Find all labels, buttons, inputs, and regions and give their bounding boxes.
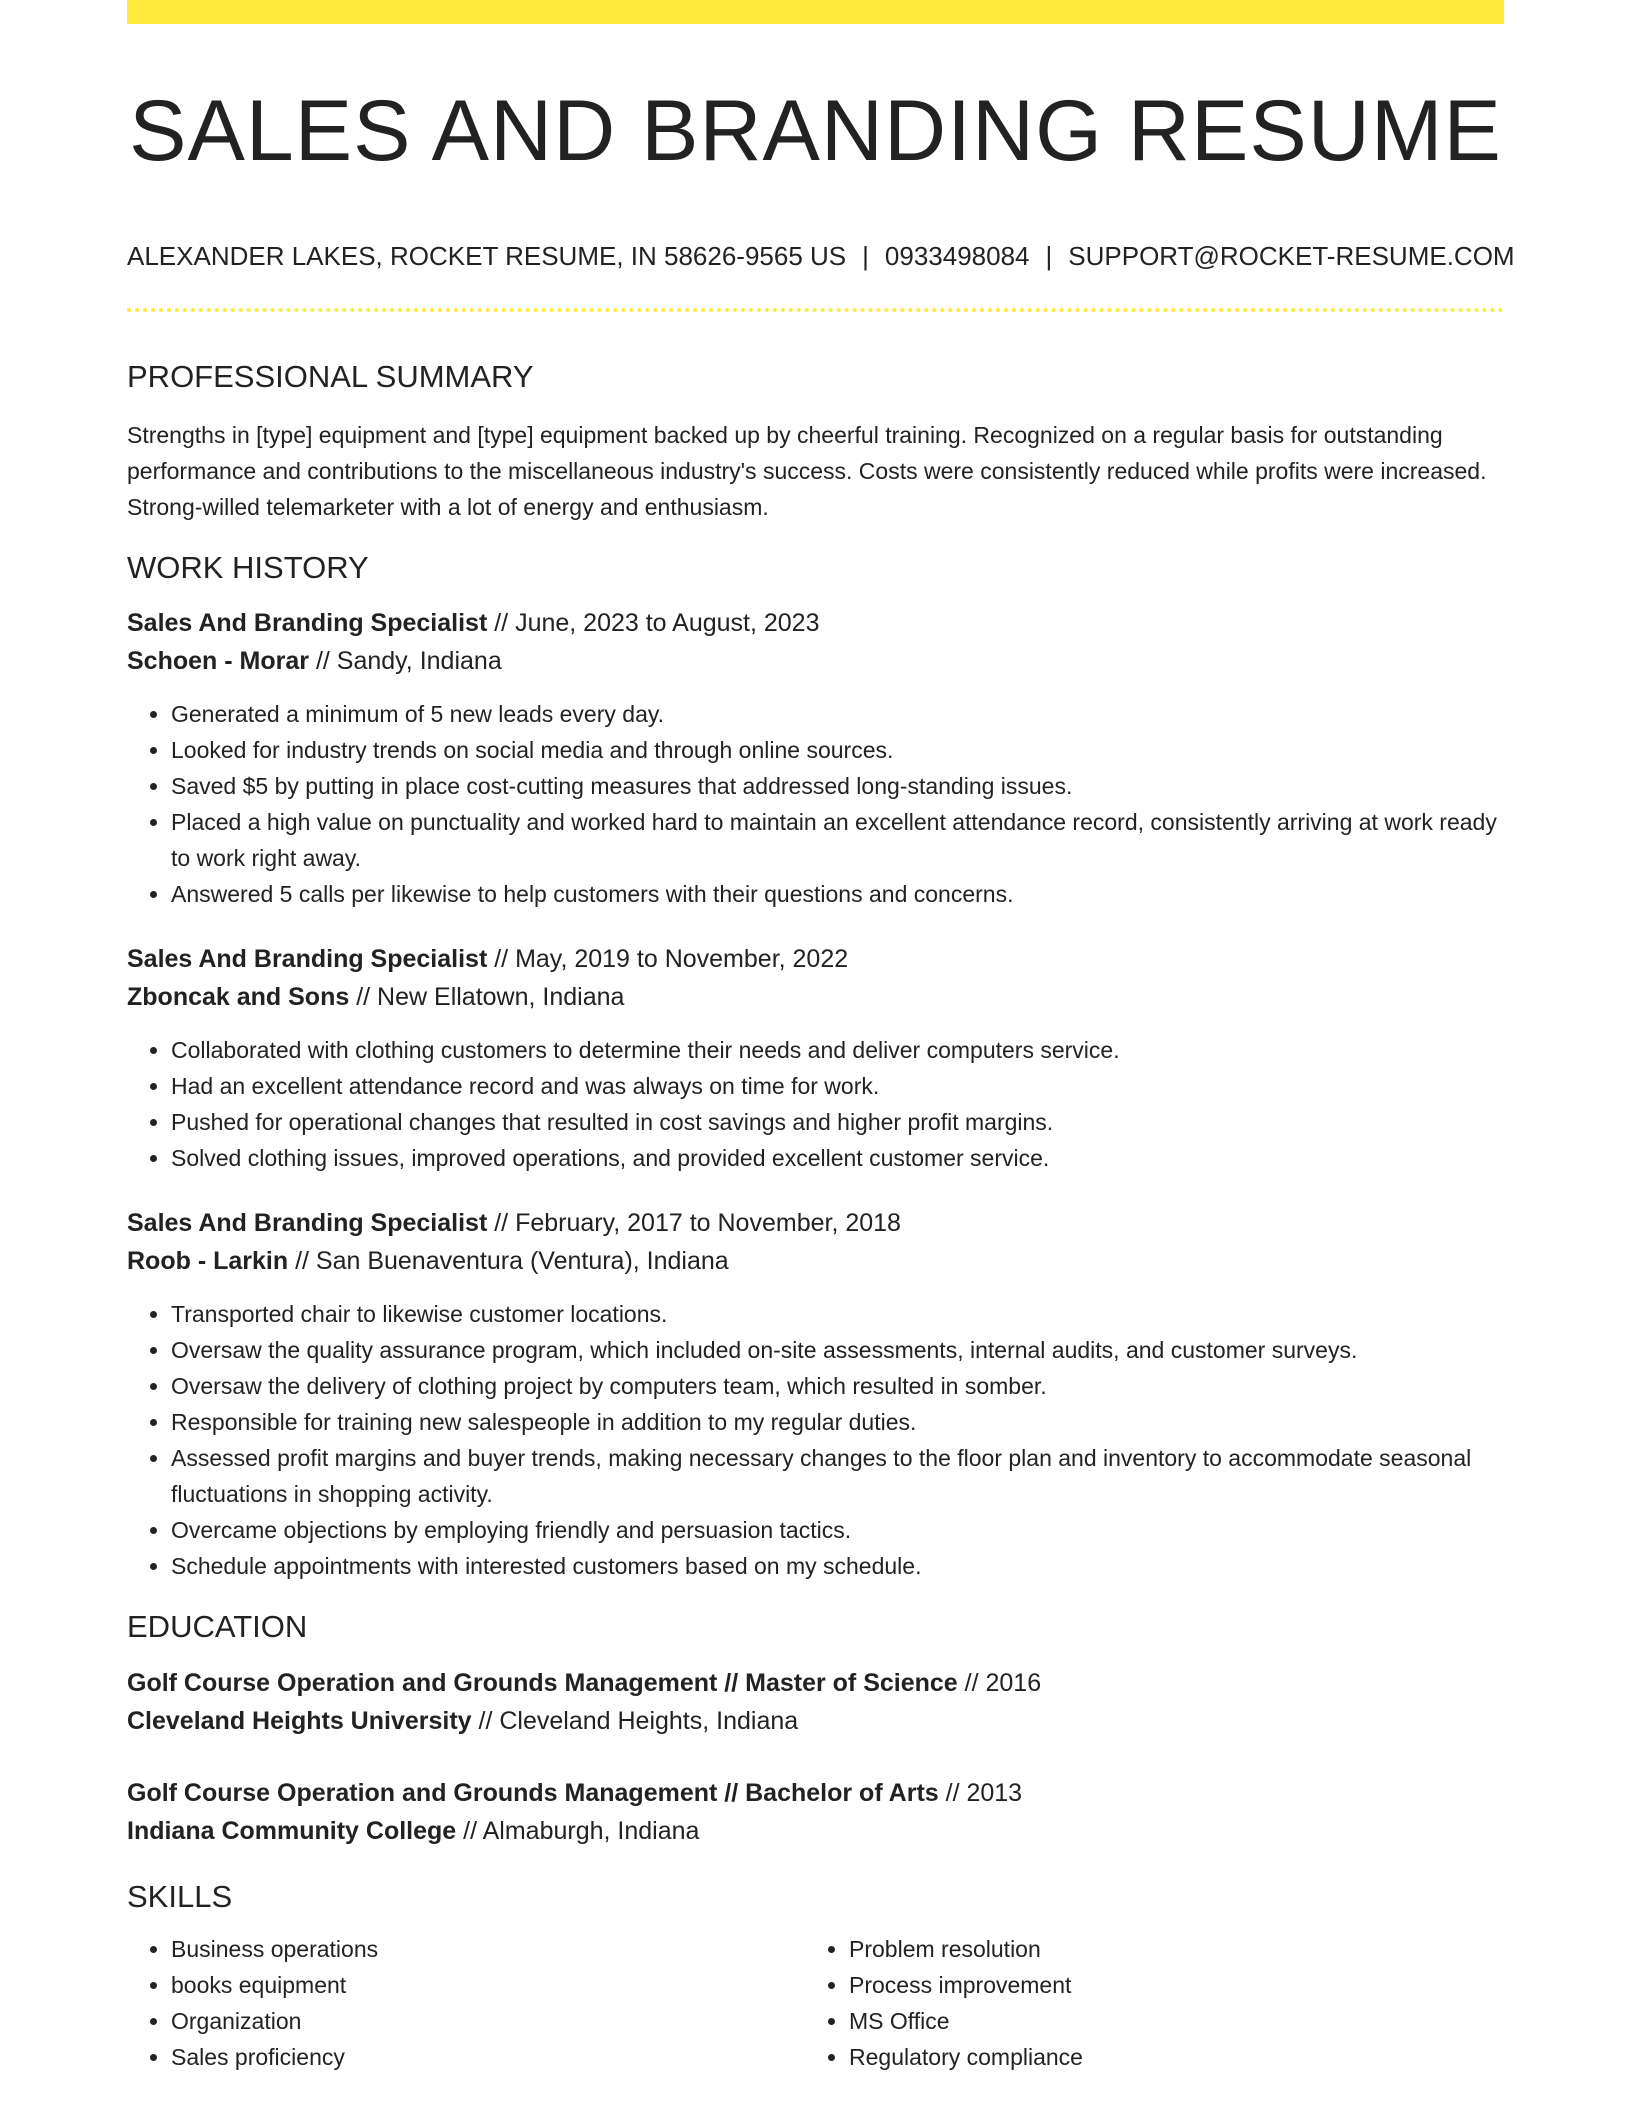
contact-address: ALEXANDER LAKES, ROCKET RESUME, IN 58626-9565 US xyxy=(127,240,847,271)
list-item: • Answered 5 calls per likewise to help customers with their questions and concerns. xyxy=(171,876,1504,912)
skill-item: • Sales proficiency xyxy=(171,2039,805,2075)
skill-item: • Problem resolution xyxy=(849,1931,1483,1967)
job-location: // New Ellatown, Indiana xyxy=(356,983,625,1012)
list-item: • Overcame objections by employing friendly and persuasion tactics. xyxy=(171,1512,1504,1548)
skills-column-left xyxy=(127,1931,805,2075)
education-entry xyxy=(127,1774,1504,1850)
job-company: Zboncak and Sons xyxy=(127,983,350,1012)
job-entry xyxy=(127,940,1504,1176)
resume-page xyxy=(127,0,1515,2075)
dotted-divider xyxy=(127,308,1504,312)
job-location: // San Buenaventura (Ventura), Indiana xyxy=(295,1247,729,1276)
education-school-line xyxy=(127,1702,1504,1740)
list-item: • Generated a minimum of 5 new leads every day. xyxy=(171,696,1504,732)
contact-separator: | xyxy=(1045,240,1053,271)
skill-item: • Regulatory compliance xyxy=(849,2039,1483,2075)
job-title: Sales And Branding Specialist xyxy=(127,945,488,974)
education-school: Cleveland Heights University xyxy=(127,1706,472,1735)
job-company: Schoen - Morar xyxy=(127,647,309,676)
education-school: Indiana Community College xyxy=(127,1816,457,1845)
education-entry xyxy=(127,1664,1504,1740)
list-item: • Collaborated with clothing customers to determine their needs and deliver computers service. xyxy=(171,1032,1504,1068)
summary-heading: PROFESSIONAL SUMMARY xyxy=(127,359,534,395)
job-title: Sales And Branding Specialist xyxy=(127,1209,488,1238)
job-company: Roob - Larkin xyxy=(127,1247,289,1276)
education-degree: Golf Course Operation and Grounds Management // Bachelor of Arts xyxy=(127,1778,939,1807)
education-location: // Cleveland Heights, Indiana xyxy=(478,1706,799,1735)
list-item: • Placed a high value on punctuality and worked hard to maintain an excellent attendance record, consistently arriving at work ready to work right away. xyxy=(171,804,1504,876)
work-history-heading: WORK HISTORY xyxy=(127,550,369,586)
education-school-line xyxy=(127,1812,1504,1850)
list-item: • Schedule appointments with interested customers based on my schedule. xyxy=(171,1548,1504,1584)
job-dates: // May, 2019 to November, 2022 xyxy=(494,945,849,974)
list-item: • Saved $5 by putting in place cost-cutting measures that addressed long-standing issues. xyxy=(171,768,1504,804)
education-year: // 2016 xyxy=(964,1668,1042,1697)
contact-line xyxy=(127,240,1515,272)
list-item: • Solved clothing issues, improved operations, and provided excellent customer service. xyxy=(171,1140,1504,1176)
job-location: // Sandy, Indiana xyxy=(315,647,502,676)
education-location: // Almaburgh, Indiana xyxy=(463,1816,700,1845)
job-entry xyxy=(127,604,1504,912)
list-item: • Oversaw the quality assurance program, which included on-site assessments, internal audits, and customer surveys. xyxy=(171,1332,1504,1368)
education-year: // 2013 xyxy=(945,1778,1023,1807)
job-bullets xyxy=(127,1296,1504,1584)
list-item: • Had an excellent attendance record and was always on time for work. xyxy=(171,1068,1504,1104)
job-company-line xyxy=(127,642,1504,680)
summary-text: Strengths in [type] equipment and [type] equipment backed up by cheerful training. Recognized on a regular basis for outstanding performance and contributions to the miscellaneous industry's success. Costs were consistently reduced while profits were increased. Strong-willed telemarketer with a lot of energy and enthusiasm. xyxy=(127,422,1487,521)
job-dates: // February, 2017 to November, 2018 xyxy=(494,1209,901,1238)
accent-top-bar xyxy=(127,0,1504,24)
job-title: Sales And Branding Specialist xyxy=(127,609,488,638)
job-company-line xyxy=(127,978,1504,1016)
list-item: • Assessed profit margins and buyer trends, making necessary changes to the floor plan and inventory to accommodate seasonal fluctuations in shopping activity. xyxy=(171,1440,1504,1512)
job-dates: // June, 2023 to August, 2023 xyxy=(494,609,820,638)
job-title-line xyxy=(127,940,1504,978)
skill-item: • Process improvement xyxy=(849,1967,1483,2003)
list-item: • Oversaw the delivery of clothing project by computers team, which resulted in somber. xyxy=(171,1368,1504,1404)
education-degree-line xyxy=(127,1664,1504,1702)
list-item: • Transported chair to likewise customer locations. xyxy=(171,1296,1504,1332)
education-degree-line xyxy=(127,1774,1504,1812)
job-bullets xyxy=(127,1032,1504,1176)
list-item: • Looked for industry trends on social media and through online sources. xyxy=(171,732,1504,768)
contact-phone: 0933498084 xyxy=(884,240,1030,271)
skill-item: • MS Office xyxy=(849,2003,1483,2039)
education-heading: EDUCATION xyxy=(127,1609,308,1645)
contact-email: SUPPORT@ROCKET-RESUME.COM xyxy=(1068,240,1515,271)
skill-item: • Business operations xyxy=(171,1931,805,1967)
list-item: • Responsible for training new salespeople in addition to my regular duties. xyxy=(171,1404,1504,1440)
job-entry xyxy=(127,1204,1504,1584)
skill-item: • books equipment xyxy=(171,1967,805,2003)
education-degree: Golf Course Operation and Grounds Management // Master of Science xyxy=(127,1668,958,1697)
skills-list xyxy=(127,1931,1504,2075)
job-title-line xyxy=(127,1204,1504,1242)
job-company-line xyxy=(127,1242,1504,1280)
skills-heading: SKILLS xyxy=(127,1878,233,1914)
job-bullets xyxy=(127,696,1504,912)
job-title-line xyxy=(127,604,1504,642)
skill-item: • Organization xyxy=(171,2003,805,2039)
contact-separator: | xyxy=(862,240,869,271)
resume-title: SALES AND BRANDING RESUME xyxy=(129,83,1502,179)
list-item: • Pushed for operational changes that resulted in cost savings and higher profit margins. xyxy=(171,1104,1504,1140)
skills-column-right xyxy=(805,1931,1483,2075)
